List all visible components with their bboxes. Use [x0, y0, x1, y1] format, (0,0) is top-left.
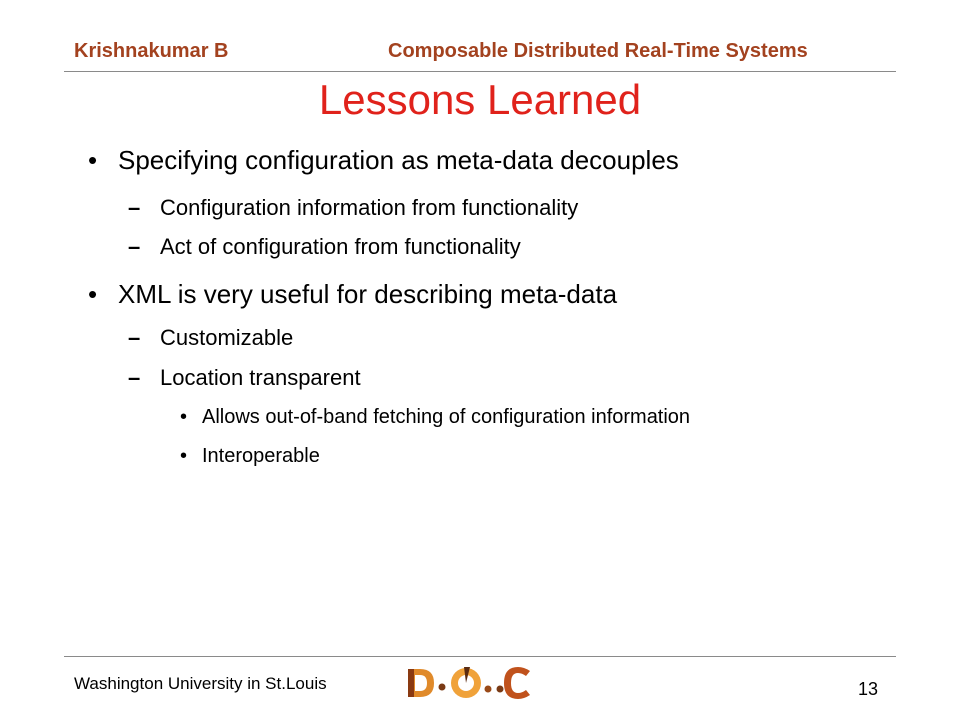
dash-marker: –: [128, 195, 141, 220]
bullet-text: Specifying configuration as meta-data decouples: [118, 145, 679, 175]
bullet-marker: •: [88, 145, 98, 175]
sub-sub-bullet-text: Allows out-of-band fetching of configuration information: [202, 406, 691, 428]
dash-marker: –: [128, 234, 141, 259]
sub-sub-bullet-text: Interoperable: [202, 445, 320, 467]
page-number: 13: [858, 679, 879, 699]
header-course-title: Composable Distributed Real-Time Systems: [388, 40, 808, 62]
sub-bullet-text: Location transparent: [160, 365, 361, 390]
bullet-text: XML is very useful for describing meta-data: [118, 279, 618, 309]
footer-university: Washington University in St.Louis: [74, 674, 327, 693]
dash-marker: –: [128, 365, 141, 390]
bullet-marker: •: [180, 406, 188, 428]
doc-group-logo: [404, 663, 534, 703]
bullet-marker: •: [180, 445, 188, 467]
sub-bullet-text: Customizable: [160, 325, 294, 350]
header-author: Krishnakumar B: [74, 40, 229, 62]
sub-bullet-text: Configuration information from functionality: [160, 195, 579, 220]
slide-title: Lessons Learned: [318, 76, 642, 123]
dash-marker: –: [128, 325, 141, 350]
footer-divider: [64, 656, 896, 657]
header-divider: [64, 71, 896, 72]
bullet-marker: •: [88, 279, 98, 309]
sub-bullet-text: Act of configuration from functionality: [160, 234, 521, 259]
